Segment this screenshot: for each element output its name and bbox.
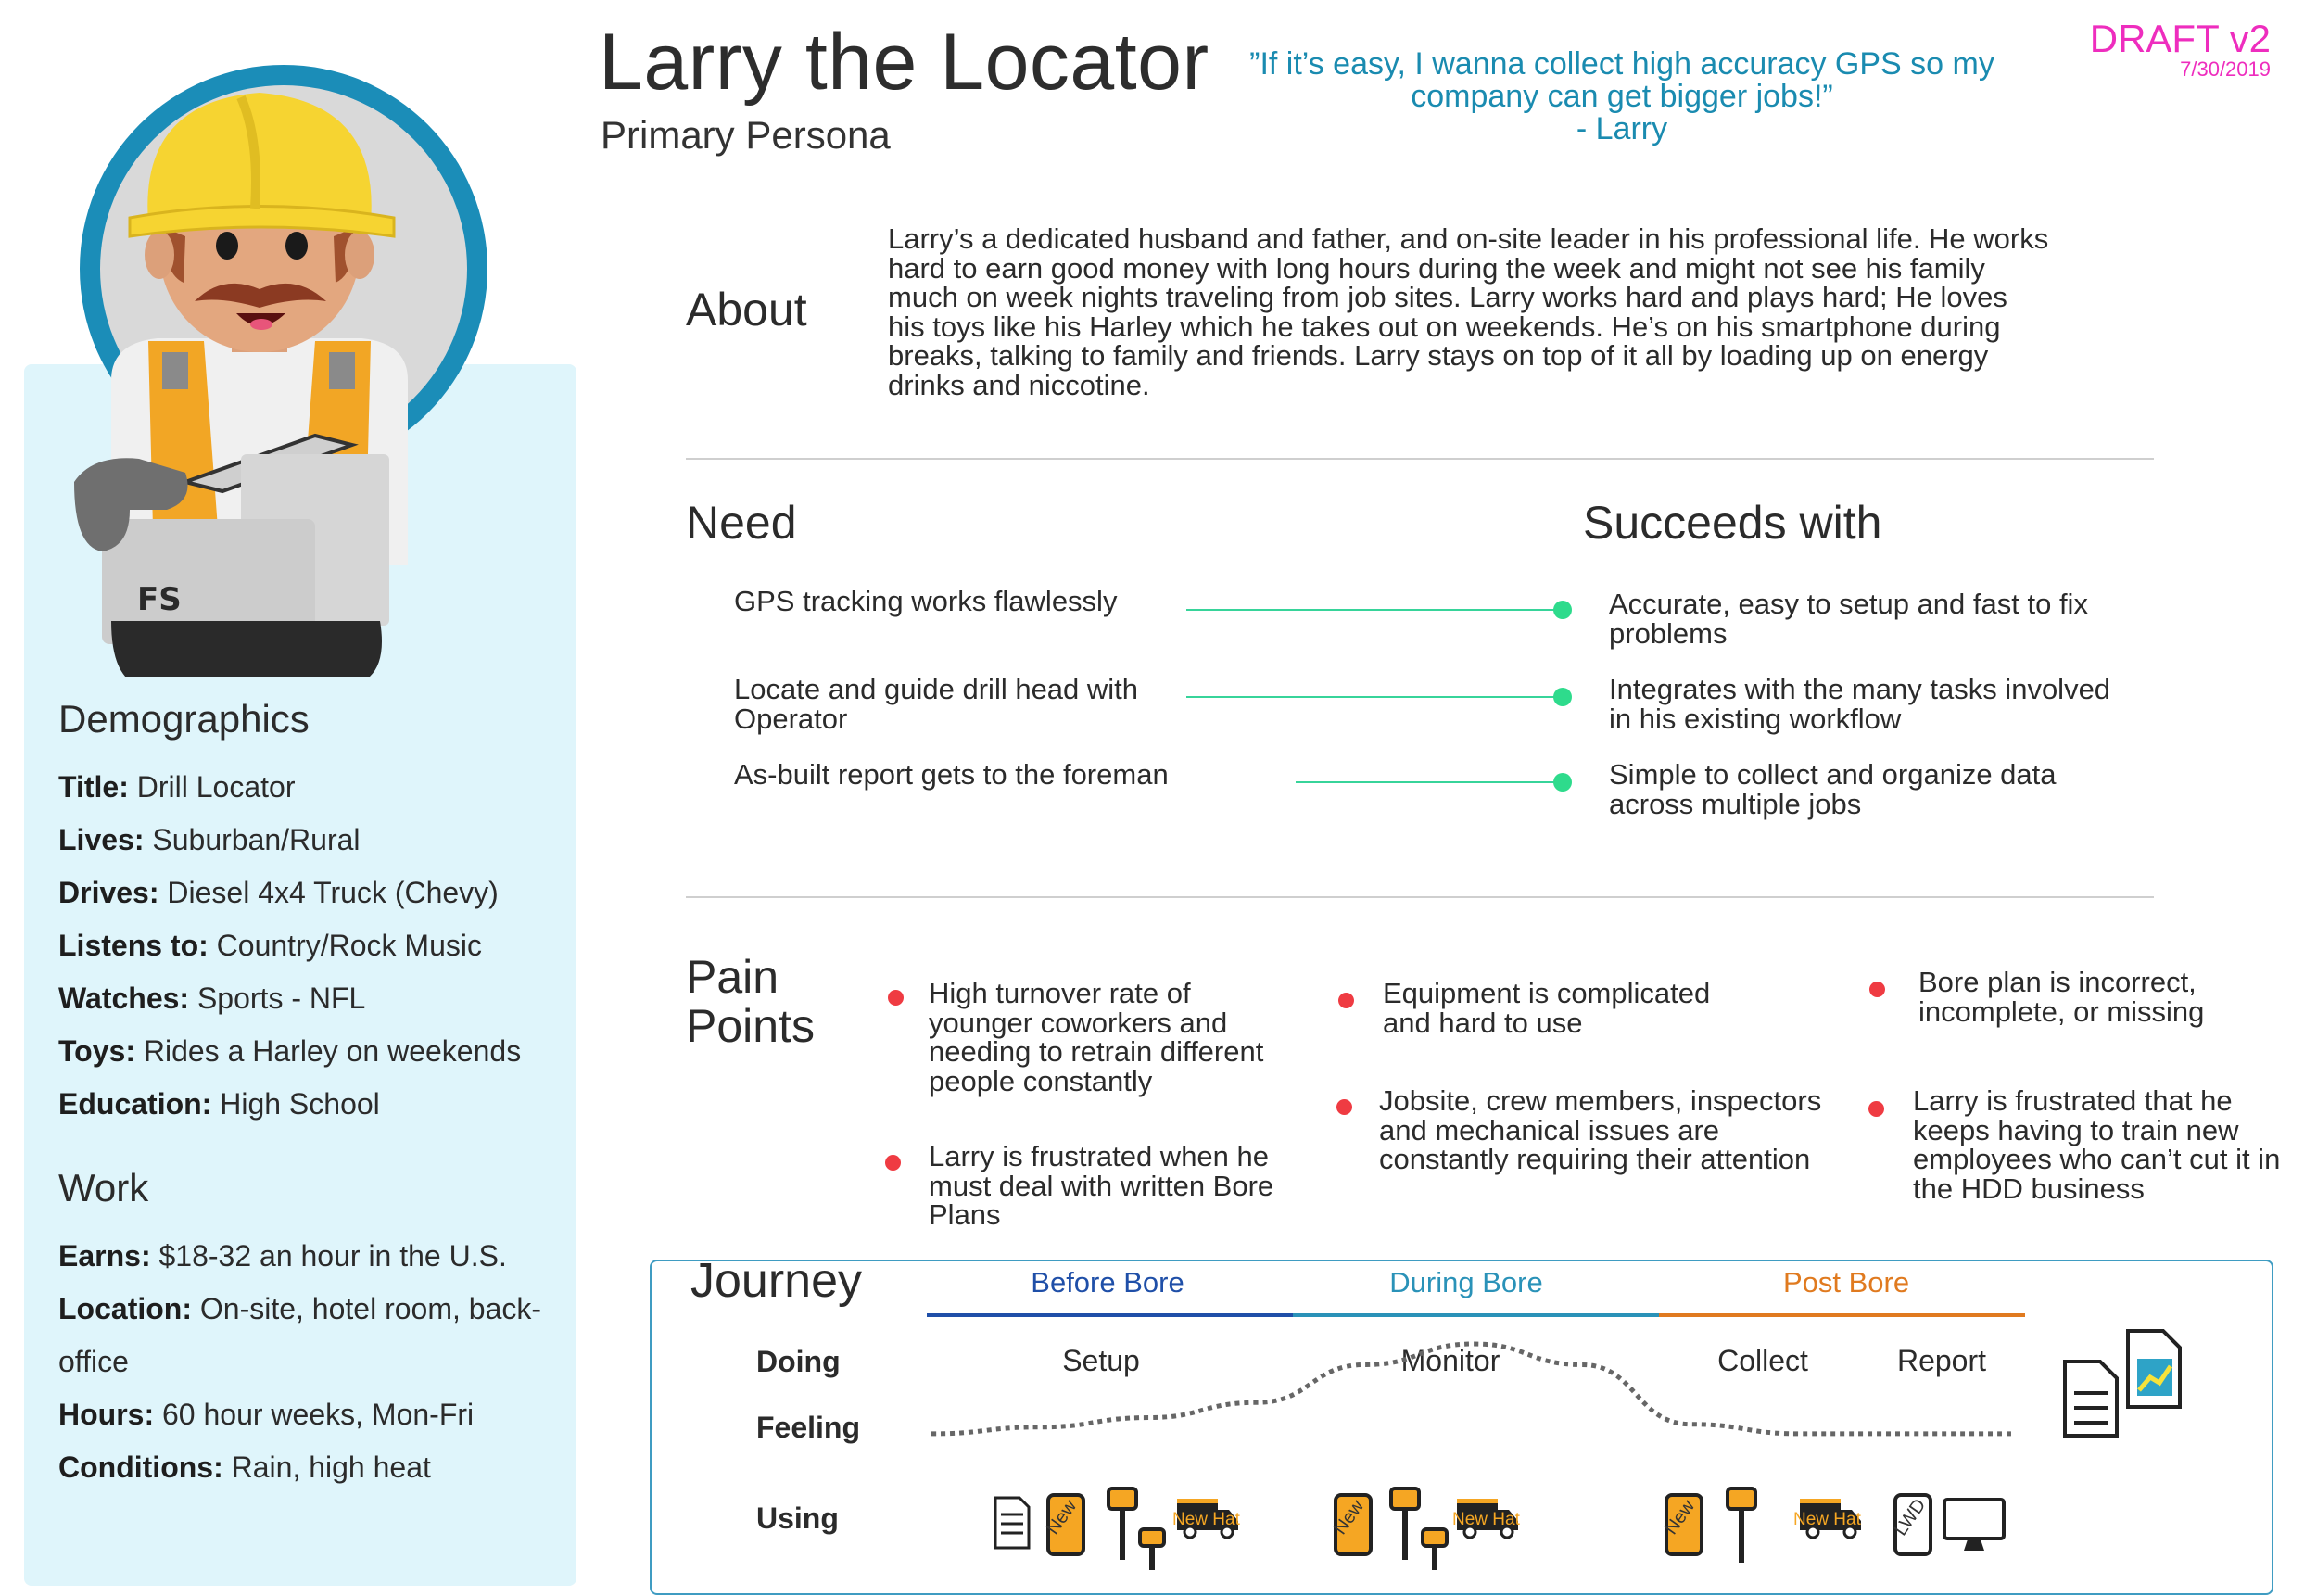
work-heading: Work [58, 1166, 149, 1210]
phase-bar-before [927, 1313, 1293, 1317]
persona-subtitle: Primary Persona [601, 113, 891, 157]
locator-icon [1103, 1483, 1168, 1571]
pain-point-dot [1868, 1101, 1884, 1117]
report-icon [2122, 1325, 2187, 1413]
work-hours: Hours: 60 hour weeks, Mon-Fri [58, 1398, 475, 1431]
work-earns: Earns: $18-32 an hour in the U.S. [58, 1239, 507, 1273]
phase-bar-post [1659, 1313, 2025, 1317]
doing-collect: Collect [1717, 1344, 1808, 1377]
phase-bar-during [1293, 1313, 1659, 1317]
about-text: Larry’s a dedicated husband and father, and on-site leader in his professional life. He works hard to earn good money with long hours during the week and might not see his family much on week nights traveling from job sites. Larry works hard and plays hard; He loves his toys like his Harley which he takes out on weekends. He’s on his smartphone during breaks, talking to family and friends. Larry stays on top of it all by loading up on energy drinks and niccotine. [888, 222, 2049, 401]
work-location: Location: On-site, hotel room, back- [58, 1292, 542, 1325]
demographic-toys: Toys: Rides a Harley on weekends [58, 1034, 522, 1068]
feeling-curve [922, 1325, 2034, 1474]
row-label-feeling: Feeling [756, 1411, 861, 1444]
demographic-education: Education: High School [58, 1087, 380, 1121]
quote-author: - Larry [1576, 111, 1668, 146]
draft-label: DRAFT v2 [2089, 17, 2271, 60]
pain-points-heading: Pain Points [686, 951, 815, 1052]
pain-point-dot [1869, 982, 1885, 997]
need-connector [1296, 781, 1561, 783]
new-hat-tag: New Hat [1172, 1510, 1240, 1529]
need-connector-dot [1553, 688, 1572, 706]
doing-monitor: Monitor [1400, 1344, 1500, 1377]
need-connector-dot [1553, 773, 1572, 792]
pain-point-dot [1338, 993, 1354, 1008]
pain-point-dot [885, 1155, 901, 1171]
draft-date: 7/30/2019 [2180, 57, 2271, 81]
pain-point-dot [888, 990, 904, 1006]
locator-icon [1386, 1483, 1450, 1571]
doing-setup: Setup [1062, 1344, 1140, 1377]
demographic-watches: Watches: Sports - NFL [58, 982, 366, 1015]
new-tag: New [1330, 1496, 1369, 1539]
need-item: As-built report gets to the foreman [734, 758, 1169, 791]
journey-heading: Journey [690, 1254, 862, 1308]
phase-during-bore: During Bore [1389, 1266, 1543, 1298]
need-heading: Need [686, 497, 797, 549]
about-heading: About [686, 284, 807, 336]
work-conditions: Conditions: Rain, high heat [58, 1450, 431, 1484]
section-divider [686, 896, 2154, 898]
pain-point: Jobsite, crew members, inspectors and mechanical issues are constantly requiring their attention [1379, 1084, 1822, 1175]
new-tag: New [1661, 1496, 1700, 1539]
demographic-listens: Listens to: Country/Rock Music [58, 929, 482, 962]
succeeds-heading: Succeeds with [1583, 497, 1882, 549]
pain-point: Equipment is complicated and hard to use [1383, 977, 1711, 1039]
work-location-cont: office [58, 1345, 129, 1378]
demographic-title: Title: Drill Locator [58, 770, 296, 804]
phase-before-bore: Before Bore [1031, 1266, 1184, 1298]
succeeds-item: Simple to collect and organize data across multiple jobs [1609, 758, 2057, 820]
document-icon [992, 1494, 1032, 1552]
doing-report: Report [1896, 1344, 1987, 1377]
need-item: GPS tracking works flawlessly [734, 585, 1118, 617]
need-item: Locate and guide drill head with Operator [734, 673, 1139, 735]
construction-worker-avatar [74, 46, 445, 677]
succeeds-item: Accurate, easy to setup and fast to fix problems [1609, 588, 2088, 650]
new-tag: New [1043, 1496, 1082, 1539]
succeeds-item: Integrates with the many tasks involved in his existing workflow [1609, 673, 2111, 735]
demographics-heading: Demographics [58, 697, 310, 741]
new-hat-tag: New Hat [1452, 1510, 1520, 1529]
document-icon [2059, 1349, 2124, 1441]
pain-point: Larry is frustrated that he keeps having to train new employees who can’t cut it in the HDD business [1913, 1084, 2281, 1205]
device-logo: FS [137, 581, 182, 618]
persona-quote: ”If it’s easy, I wanna collect high accuracy GPS so my company can get bigger jobs!” - Larry [1242, 48, 2002, 146]
pain-point: Larry is frustrated when he must deal with written Bore Plans [929, 1140, 1274, 1231]
section-divider [686, 458, 2154, 460]
need-connector [1186, 609, 1561, 611]
locator-icon [1722, 1483, 1763, 1571]
demographic-drives: Drives: Diesel 4x4 Truck (Chevy) [58, 876, 499, 909]
need-connector [1186, 696, 1561, 698]
pain-point-dot [1336, 1099, 1352, 1115]
pain-point: High turnover rate of younger coworkers and needing to retrain different people constantly [929, 977, 1264, 1097]
lwd-tag: LWD [1890, 1495, 1931, 1540]
need-connector-dot [1553, 601, 1572, 619]
monitor-icon [1942, 1497, 2007, 1554]
persona-title: Larry the Locator [599, 18, 1209, 107]
demographic-lives: Lives: Suburban/Rural [58, 823, 361, 856]
phase-post-bore: Post Bore [1782, 1266, 1910, 1298]
new-hat-tag: New Hat [1793, 1510, 1861, 1529]
pain-point: Bore plan is incorrect, incomplete, or missing [1918, 966, 2205, 1028]
row-label-doing: Doing [756, 1345, 841, 1378]
row-label-using: Using [756, 1501, 839, 1535]
